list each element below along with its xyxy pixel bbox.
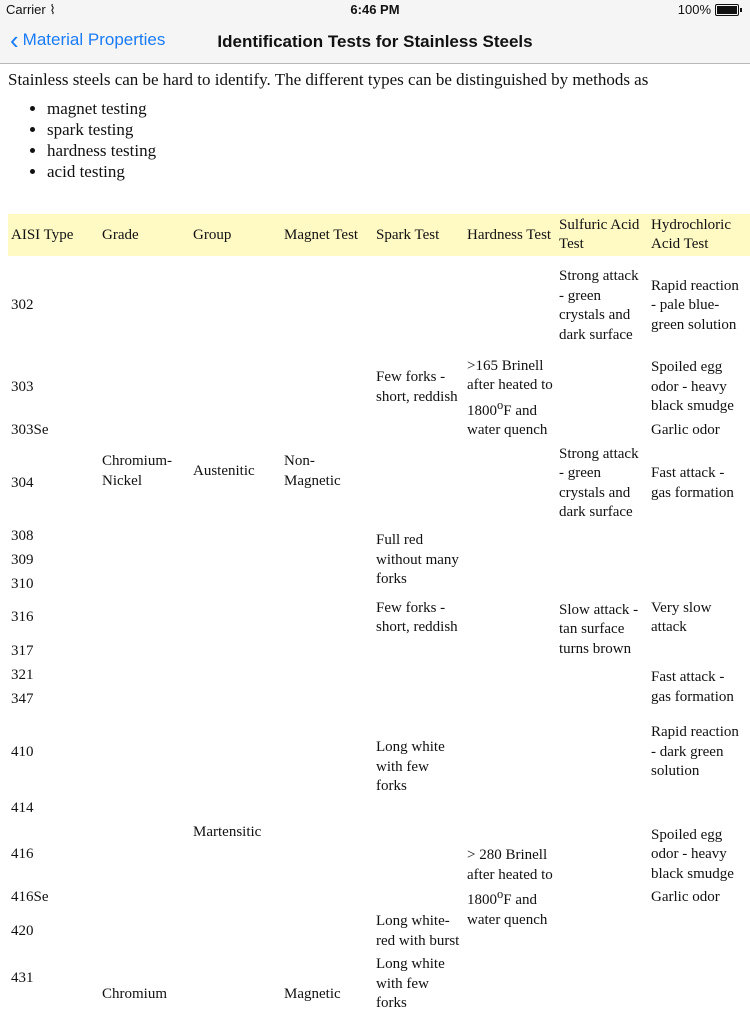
group-cell: Austenitic <box>193 463 255 479</box>
status-time: 6:46 PM <box>350 2 400 17</box>
method-item: • hardness testing <box>47 140 748 161</box>
sulfuric-acid-cell <box>556 525 648 549</box>
back-button-label: Material Properties <box>22 30 166 49</box>
hardness-text: > 280 Brinell after heated to 1800 <box>467 847 553 909</box>
hydrochloric-acid-cell: Very slow attack <box>651 599 712 635</box>
hydrochloric-acid-cell <box>648 953 750 1033</box>
hydrochloric-acid-cell: Spoiled egg odor - heavy black smudge <box>651 359 734 415</box>
chevron-left-icon: ‹ <box>10 25 19 55</box>
carrier-text: Carrier <box>6 2 46 17</box>
grade-cell <box>99 794 190 824</box>
sulfuric-acid-cell: Strong attack - green crystals and dark surface <box>559 268 639 343</box>
header-hydrochloric-acid-test: Hydrochloric Acid Test <box>648 214 750 256</box>
hardness-unit: F and water quench <box>467 892 548 928</box>
table-row <box>8 712 750 794</box>
aisi-type-cell: 304 <box>11 474 34 491</box>
intro-section <box>8 68 748 182</box>
group-cell <box>190 953 281 1033</box>
header-sulfuric-acid-test: Sulfuric Acid Test <box>556 214 648 256</box>
magnet-test-cell <box>281 886 373 910</box>
aisi-type-cell: 303Se <box>11 422 49 438</box>
battery-icon <box>715 4 739 16</box>
hardness-test-cell <box>464 256 556 443</box>
aisi-type-cell: 303 <box>11 378 34 395</box>
aisi-type-cell: 316 <box>11 609 34 626</box>
magnet-test-cell <box>281 824 373 887</box>
hydrochloric-acid-cell: Fast attack - gas formation <box>651 465 734 501</box>
hardness-test-cell <box>464 824 556 954</box>
hardness-test-cell <box>464 953 556 1033</box>
table-row <box>8 953 750 1033</box>
spark-test-cell <box>373 886 464 910</box>
hardness-test-cell <box>464 597 556 640</box>
magnet-test-cell <box>281 712 373 794</box>
spark-test-cell: Few forks - short, reddish <box>376 369 458 405</box>
identification-table <box>8 214 750 1033</box>
spark-test-cell <box>373 419 464 443</box>
hardness-test-cell <box>464 794 556 824</box>
sulfuric-acid-cell <box>556 356 648 419</box>
grade-cell <box>99 886 190 910</box>
aisi-type-cell: 420 <box>11 922 34 939</box>
aisi-type-cell: 302 <box>11 297 34 314</box>
hydrochloric-acid-cell: Fast attack - gas formation <box>651 669 734 705</box>
table-header-row <box>8 214 750 256</box>
grade-cell <box>99 688 190 712</box>
hydrochloric-acid-cell <box>648 525 750 549</box>
aisi-type-cell: 317 <box>11 642 34 659</box>
hardness-unit: F and water quench <box>467 402 548 438</box>
header-group: Group <box>190 214 281 256</box>
magnet-test-cell <box>281 910 373 953</box>
table-row <box>8 256 750 356</box>
magnet-test-cell <box>281 794 373 824</box>
spark-test-cell <box>373 256 464 356</box>
hardness-test-cell <box>464 549 556 573</box>
battery-indicator <box>678 2 742 17</box>
magnet-test-cell <box>281 688 373 712</box>
method-item: • magnet testing <box>47 98 748 119</box>
header-magnet-test: Magnet Test <box>281 214 373 256</box>
method-item: • spark testing <box>47 119 748 140</box>
sulfuric-acid-cell <box>556 886 648 910</box>
hardness-test-cell <box>464 525 556 549</box>
spark-test-cell <box>373 443 464 525</box>
hydrochloric-acid-cell: Rapid reaction - pale blue-green solution <box>651 277 739 333</box>
hardness-test-cell <box>464 664 556 712</box>
aisi-type-cell: 310 <box>11 575 34 592</box>
header-hardness-test: Hardness Test <box>464 214 556 256</box>
spark-test-cell: Long white with few forks <box>376 956 445 1011</box>
spark-test-cell: Long white-red with burst <box>376 913 460 949</box>
hardness-test-cell <box>464 573 556 597</box>
grade-cell <box>99 712 190 794</box>
grade-cell: Chromium-Nickel <box>102 453 172 489</box>
degree-sup: o <box>497 887 504 902</box>
hydrochloric-acid-cell: Garlic odor <box>651 889 720 906</box>
sulfuric-acid-cell <box>556 549 648 573</box>
navigation-bar <box>0 20 750 64</box>
spark-test-cell <box>373 640 464 664</box>
aisi-type-cell: 414 <box>11 799 34 816</box>
header-spark-test: Spark Test <box>373 214 464 256</box>
hydrochloric-acid-cell: Spoiled egg odor - heavy black smudge <box>651 826 734 882</box>
spark-test-cell <box>373 664 464 712</box>
sulfuric-acid-cell <box>556 794 648 824</box>
grade-cell <box>99 910 190 953</box>
header-grade: Grade <box>99 214 190 256</box>
hardness-test-cell <box>464 640 556 664</box>
aisi-type-cell: 431 <box>11 970 34 986</box>
spark-test-cell: Full red without many forks <box>376 532 459 588</box>
group-cell: Martensitic <box>193 823 262 840</box>
aisi-type-cell: 347 <box>11 690 34 707</box>
status-bar <box>0 0 750 20</box>
hardness-text: >165 Brinell after heated to 1800 <box>467 357 553 419</box>
group-cell <box>190 688 281 712</box>
hydrochloric-acid-cell: Rapid reaction - dark green solution <box>651 724 739 780</box>
hydrochloric-acid-cell <box>648 640 750 664</box>
sulfuric-acid-cell <box>556 910 648 953</box>
sulfuric-acid-cell <box>556 664 648 712</box>
method-list <box>8 98 748 182</box>
sulfuric-acid-cell <box>556 573 648 597</box>
aisi-type-cell: 416Se <box>11 889 49 906</box>
magnet-test-cell: Magnetic <box>284 986 341 1002</box>
sulfuric-acid-cell <box>556 824 648 887</box>
hydrochloric-acid-cell <box>648 794 750 824</box>
aisi-type-cell: 416 <box>11 846 34 862</box>
aisi-type-cell: 410 <box>11 743 34 760</box>
aisi-type-cell: 321 <box>11 666 34 683</box>
degree-sup: o <box>497 397 504 412</box>
method-item: • acid testing <box>47 161 748 182</box>
table-row <box>8 910 750 953</box>
magnet-test-cell: Non-Magnetic <box>284 453 341 489</box>
wifi-icon: ⌇ <box>49 2 56 17</box>
table-row <box>8 824 750 887</box>
header-aisi-type: AISI Type <box>8 214 99 256</box>
sulfuric-acid-cell <box>556 712 648 794</box>
hydrochloric-acid-cell <box>648 910 750 953</box>
hardness-test-cell <box>464 712 556 794</box>
battery-percent: 100% <box>677 2 711 17</box>
spark-test-cell <box>373 824 464 887</box>
grade-cell <box>99 824 190 887</box>
table-row <box>8 886 750 910</box>
intro-text: Stainless steels can be hard to identify. The different types can be distinguished by methods as <box>8 70 649 89</box>
sulfuric-acid-cell <box>556 953 648 1033</box>
aisi-type-cell: 308 <box>11 527 34 544</box>
spark-test-cell: Long white with few forks <box>376 739 445 795</box>
grade-cell: Chromium <box>102 986 168 1002</box>
spark-test-cell: Few forks - short, reddish <box>376 599 458 635</box>
hardness-test-cell <box>464 443 556 525</box>
sulfuric-acid-cell: Slow attack - tan surface turns brown <box>559 601 639 657</box>
battery-tip <box>740 8 742 12</box>
page-title: Identification Tests for Stainless Steels <box>217 32 533 51</box>
sulfuric-acid-cell: Strong attack - green crystals and dark surface <box>559 445 639 520</box>
sulfuric-acid-cell <box>556 419 648 443</box>
hydrochloric-acid-cell: Garlic odor <box>651 422 720 438</box>
hydrochloric-acid-cell <box>648 573 750 597</box>
aisi-type-cell: 309 <box>11 551 34 568</box>
hydrochloric-acid-cell <box>648 549 750 573</box>
